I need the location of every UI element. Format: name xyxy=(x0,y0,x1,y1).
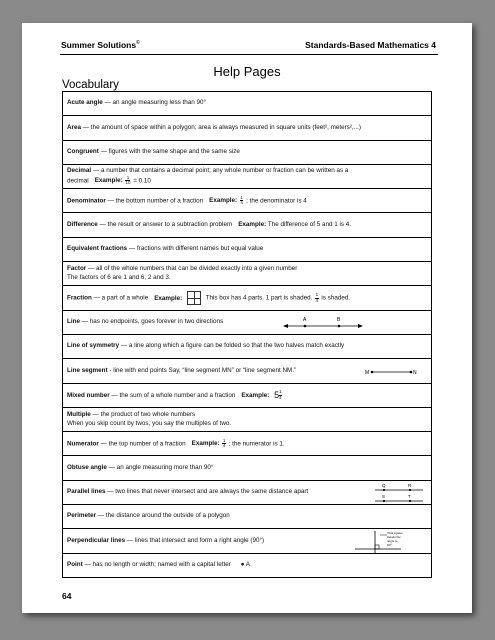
vocab-row-line xyxy=(63,311,431,335)
point-label: A xyxy=(245,561,250,569)
point-label-t: T xyxy=(408,493,411,499)
definition: — an angle measuring more than 90° xyxy=(106,463,214,471)
definition: — figures with the same shape and the same size xyxy=(98,147,240,155)
vocab-row-line-of-symmetry xyxy=(63,335,431,359)
definition: — the amount of space within a polygon; area is always measured in square units (feet², meters²,...) xyxy=(81,123,362,131)
definition: — the bottom number of a fraction xyxy=(105,197,204,205)
example-label: Example: xyxy=(238,220,267,228)
term: Numerator xyxy=(67,440,99,448)
definition-line2: The factors of 6 are 1 and 6, 2 and 3. xyxy=(67,273,171,281)
perpendicular-lines-diagram xyxy=(353,530,428,554)
workbook-page xyxy=(22,23,472,613)
vocab-row-perimeter xyxy=(63,505,431,529)
definition: — the product of two whole numbers xyxy=(90,411,196,418)
section-heading: Vocabulary xyxy=(62,79,119,91)
vocab-row-multiple xyxy=(63,408,431,432)
vocab-row-area xyxy=(63,116,431,140)
definition: - line with end points Say, “line segment MN” or “line segment NM.” xyxy=(107,366,297,374)
note-line-4: 90°. xyxy=(387,543,393,548)
term: Acute angle xyxy=(67,99,103,107)
definition: — the result or answer to a subtraction problem xyxy=(97,220,233,228)
vocab-row-congruent xyxy=(63,141,431,165)
line-segment-diagram xyxy=(363,364,423,378)
vocab-row-point xyxy=(63,554,431,577)
definition-line2: decimal xyxy=(67,177,89,185)
point-dot-icon: ● xyxy=(240,561,245,569)
definition-line2: When you skip count by twos, you say the multiples of two. xyxy=(67,419,232,427)
vocab-row-decimal xyxy=(63,165,431,189)
fraction-box-icon xyxy=(187,291,201,305)
term: Denominator xyxy=(67,197,106,205)
term: Point xyxy=(67,561,83,569)
example-text: This box has 4 parts. 1 part is shaded. xyxy=(205,294,313,302)
term: Difference xyxy=(67,220,98,228)
fraction: $\frac{1}{4}$ xyxy=(315,292,319,303)
example-text: ; the numerator is 1. xyxy=(228,440,285,448)
vocabulary-table xyxy=(62,91,432,578)
point-label-a: A xyxy=(303,316,307,323)
example-text: = 0.10 xyxy=(133,177,151,185)
vocab-row-difference xyxy=(63,213,431,237)
point-label-q: Q xyxy=(382,482,386,488)
example-label: Example: xyxy=(241,391,270,399)
term: Decimal xyxy=(67,167,92,175)
point-label-n: N xyxy=(413,370,417,377)
definition: — all of the whole numbers that can be divided exactly into a given number xyxy=(86,265,298,273)
fraction: $\frac{1}{4}$ xyxy=(222,437,226,449)
vocab-row-factor xyxy=(63,262,431,286)
vocab-row-line-segment xyxy=(63,359,431,383)
term: Mixed number xyxy=(67,391,110,399)
note-line-2: means the xyxy=(387,535,401,540)
example-label: Example: xyxy=(94,177,123,185)
term: Factor xyxy=(67,265,87,273)
vocab-row-perpendicular-lines xyxy=(63,529,431,553)
fraction: $\frac{1}{4}$ xyxy=(240,194,243,206)
term: Parallel lines xyxy=(67,488,106,496)
vocab-row-parallel-lines xyxy=(63,481,431,505)
fraction: $\frac{1}{10}$ xyxy=(125,174,131,186)
vocab-row-denominator xyxy=(63,189,431,213)
vocab-row-mixed-number xyxy=(63,384,431,408)
term: Line of symmetry xyxy=(67,342,120,350)
example-label: Example: xyxy=(154,294,183,302)
vocab-row-equivalent-fractions xyxy=(63,238,431,262)
header-series-title: Summer Solutions© xyxy=(61,40,140,50)
term: Line xyxy=(67,318,80,326)
header-divider xyxy=(60,54,438,55)
point-label-b: B xyxy=(337,316,341,323)
term: Fraction xyxy=(67,294,92,302)
mixed-fraction: $\frac{1}{4}$ xyxy=(279,389,282,400)
definition: — the distance around the outside of a polygon xyxy=(96,512,230,520)
example-label: Example: xyxy=(191,440,220,448)
point-label-m: M xyxy=(365,370,370,377)
vocab-row-numerator xyxy=(63,432,431,456)
point-label-s: S xyxy=(382,493,386,499)
example-text: The difference of 5 and 1 is 4. xyxy=(267,220,352,228)
definition: — fractions with different names but equal value xyxy=(127,245,264,253)
mixed-whole: 5 xyxy=(274,390,280,401)
header-book-title: Standards-Based Mathematics 4 xyxy=(305,40,436,50)
note-line-1: This square xyxy=(387,531,403,536)
term: Area xyxy=(67,123,82,131)
definition: — lines that intersect and form a right angle (90°) xyxy=(125,536,265,544)
example-label: Example: xyxy=(209,197,238,205)
term: Perpendicular lines xyxy=(67,536,126,544)
term: Multiple xyxy=(67,411,91,418)
parallel-lines-diagram xyxy=(375,482,425,506)
definition: — the sum of a whole number and a fraction xyxy=(109,391,236,399)
definition: — has no endpoints, goes forever in two directions xyxy=(79,318,224,326)
term: Obtuse angle xyxy=(67,463,107,471)
page-number: 64 xyxy=(62,591,72,601)
note-line-3: angle is xyxy=(387,539,398,544)
vocab-row-acute-angle xyxy=(63,92,431,116)
definition: — a part of a whole xyxy=(91,294,149,302)
definition: — the top number of a fraction xyxy=(98,440,186,448)
vocab-row-fraction xyxy=(63,286,431,310)
line-diagram xyxy=(283,314,363,332)
definition: — an angle measuring less than 90° xyxy=(102,99,207,107)
example-text: ; the denominator is 4 xyxy=(246,197,307,205)
definition: — a line along which a figure can be folded so that the two halves match exactly xyxy=(119,342,345,350)
term: Congruent xyxy=(67,147,99,155)
example-text-end: is shaded. xyxy=(321,294,351,302)
term: Line segment xyxy=(67,366,108,374)
point-label-r: R xyxy=(408,482,412,488)
definition: — a number that contains a decimal point; any whole number or fraction can be written as a xyxy=(91,167,349,175)
term: Equivalent fractions xyxy=(67,245,128,253)
term: Perimeter xyxy=(67,512,97,520)
definition: — has no length or width; named with a capital letter xyxy=(82,561,231,569)
definition: — two lines that never intersect and are always the same distance apart xyxy=(105,488,309,496)
page-title: Help Pages xyxy=(213,64,281,79)
vocab-row-obtuse-angle xyxy=(63,456,431,480)
